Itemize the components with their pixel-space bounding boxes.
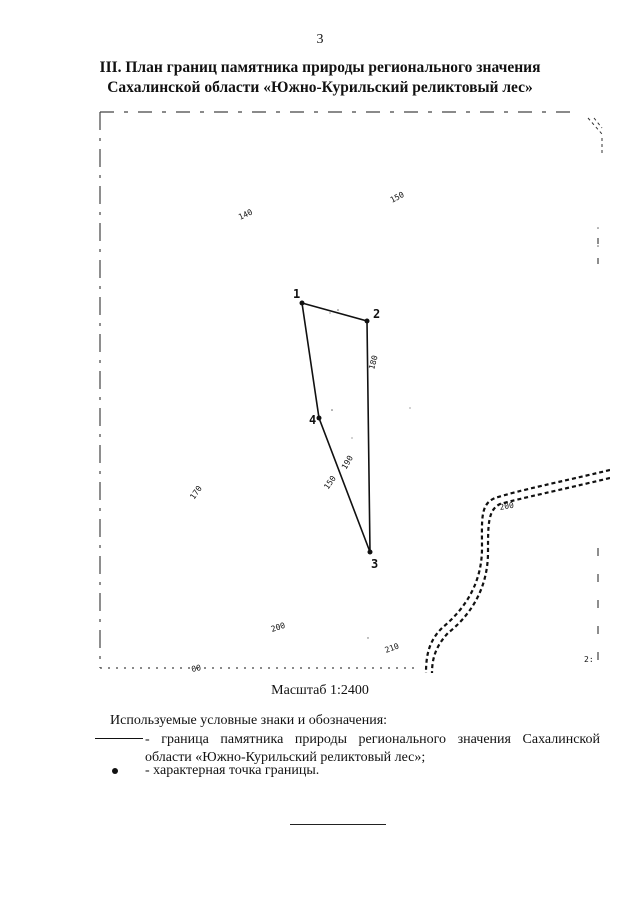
road-line [426,470,610,673]
map-frame [100,112,598,668]
corner-hatch [588,118,602,156]
contour-label: 180 [367,354,380,371]
boundary-map [90,108,610,678]
scan-specks [329,227,598,639]
title-line-1: III. План границ памятника природы регионального значения [99,59,541,76]
legend-heading: Используемые условные знаки и обозначения: [110,713,388,728]
legend-point-text: - характерная точка границы. [145,763,320,778]
contour-label: 200 [269,620,287,634]
boundary-point-symbol [112,768,118,774]
boundary-points [300,301,373,555]
contour-label: 200 [498,500,515,512]
legend-boundary-text: - граница памятника природы регионального значения Сахалинской области «Южно-Курильский реликтовый лес»; [145,732,600,765]
map-scale: Масштаб 1:2400 [271,683,369,698]
boundary-polygon [302,303,370,552]
boundary-point-4 [317,416,322,421]
contour-label: 2: [584,655,594,664]
boundary-point-1 [300,301,305,306]
point-label-2: 2 [373,307,381,321]
point-label-3: 3 [371,557,379,571]
boundary-line-symbol [95,738,143,739]
contour-label: 150 [388,190,406,205]
contour-label: 00 [190,663,202,674]
point-label-4: 4 [309,413,317,427]
point-label-1: 1 [293,287,301,301]
contour-label: 190 [339,453,355,471]
boundary-point-3 [368,550,373,555]
contour-label: 170 [188,484,204,502]
contour-label: 140 [237,207,254,222]
boundary-point-2 [365,319,370,324]
title-line-2: Сахалинской области «Южно-Курильский реликтовый лес» [107,79,533,96]
bottom-rule [290,824,386,825]
contour-label: 150 [322,474,338,492]
page-number: 3 [316,32,324,47]
contour-label: 210 [383,641,401,655]
page-title [60,58,580,98]
